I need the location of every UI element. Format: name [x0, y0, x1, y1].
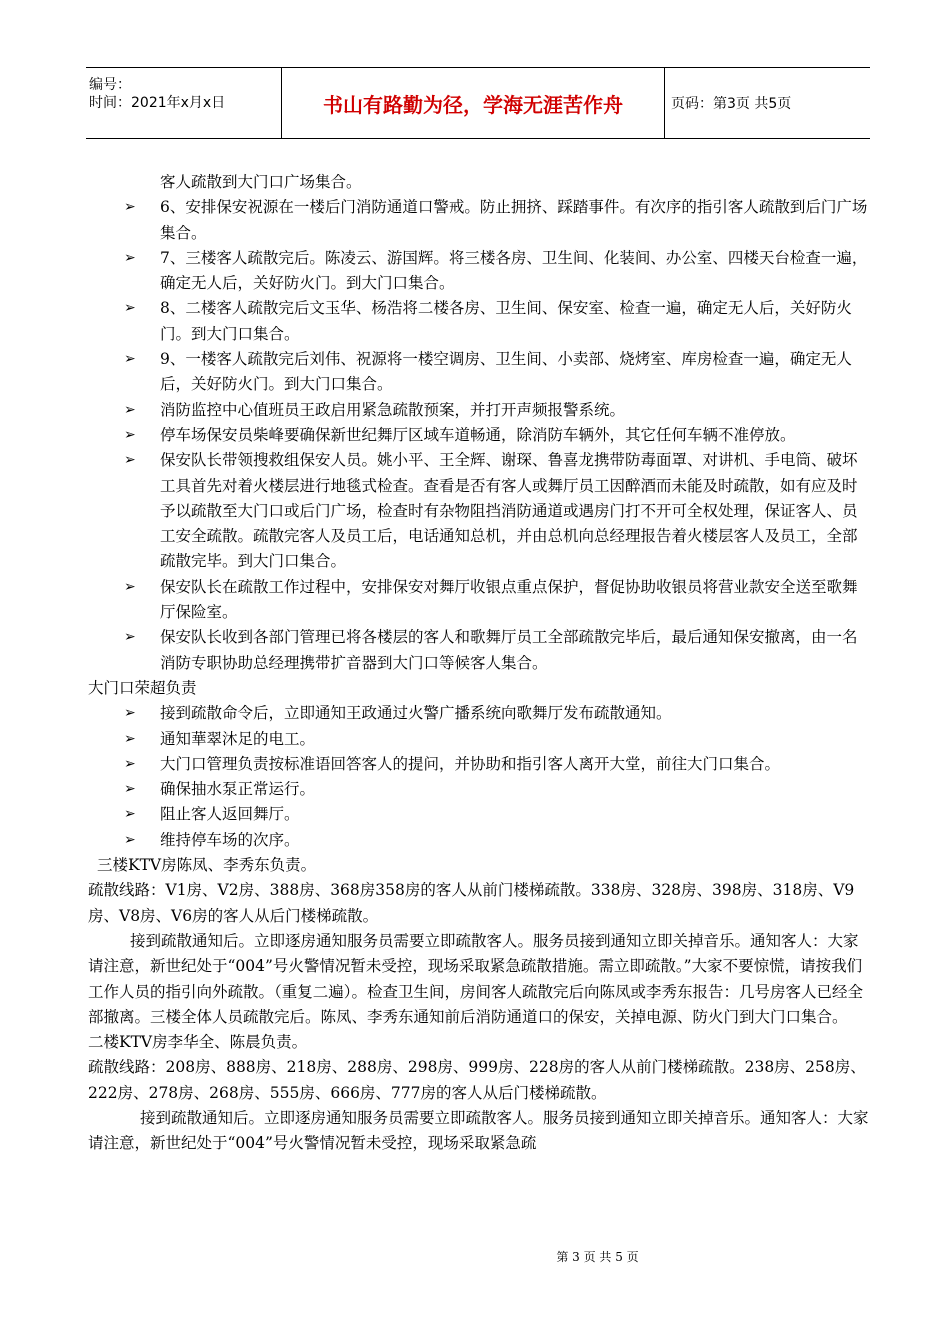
- page-footer: [0, 1248, 950, 1265]
- bullet-item: ➢ 9、一楼客人疏散完后刘伟、祝源将一楼空调房、卫生间、小卖部、烧烤室、库房检查一遍，确定无人后，关好防火门。到大门口集合。: [88, 347, 870, 398]
- section-heading: 大门口荣超负责: [88, 678, 197, 697]
- bullet-item: ➢ 6、安排保安祝源在一楼后门消防通道口警戒。防止拥挤、踩踏事件。有次序的指引客人疏散到后门广场集合。: [88, 195, 870, 246]
- bullet-item: ➢ 接到疏散命令后，立即通知王政通过火警广播系统向歌舞厅发布疏散通知。: [88, 701, 870, 726]
- bullet-item: ➢ 阻止客人返回舞厅。: [88, 802, 870, 827]
- bullet-item: ➢ 通知華翠沐足的电工。: [88, 727, 870, 752]
- paragraph: 接到疏散通知后。立即逐房通知服务员需要立即疏散客人。服务员接到通知立即关掉音乐。通知客人：大家请注意，新世纪处于“004”号火警情况暂未受控，现场采取紧急疏散措施。需立即疏散。”大家不要惊慌，请按我们工作人员的指引向外疏散。（重复二遍）。检查卫生间，房间客人疏散完后向陈凤或李秀东报告：几号房客人已经全部撤离。三楼全体人员疏散完后。陈凤、李秀东通知前后消防通道口的保安，关掉电源、防火门到大门口集合。: [88, 931, 864, 1026]
- header-left-cell: [86, 68, 282, 138]
- document-number-label: 编号：: [89, 77, 131, 93]
- bullet-item: ➢ 保安队长收到各部门管理已将各楼层的客人和歌舞厅员工全部疏散完毕后，最后通知保安撤离，由一名消防专职协助总经理携带扩音器到大门口等候客人集合。: [88, 625, 870, 676]
- paragraph: 接到疏散通知后。立即逐房通知服务员需要立即疏散客人。服务员接到通知立即关掉音乐。通知客人：大家请注意，新世纪处于“004”号火警情况暂未受控，现场采取紧急疏: [88, 1108, 869, 1153]
- bullet-item: ➢ 维持停车场的次序。: [88, 828, 870, 853]
- bullet-item: ➢ 7、三楼客人疏散完后。陈凌云、游国辉。将三楼各房、卫生间、化装间、办公室、四楼天台检查一遍，确定无人后，关好防火门。到大门口集合。: [88, 246, 870, 297]
- bullet-item: ➢ 保安队长在疏散工作过程中，安排保安对舞厅收银点重点保护，督促协助收银员将营业款安全送至歌舞厅保险室。: [88, 575, 870, 626]
- bullet-item: ➢ 大门口管理负责按标准语回答客人的提问，并协助和指引客人离开大堂，前往大门口集合。: [88, 752, 870, 777]
- bullet-item: ➢ 停车场保安员柴峰要确保新世纪舞厅区域车道畅通，除消防车辆外，其它任何车辆不准停放。: [88, 423, 870, 448]
- header-motto: 书山有路勤为径，学海无涯苦作舟: [282, 68, 665, 138]
- paragraph: 疏散线路：V1房、V2房、388房、368房358房的客人从前门楼梯疏散。338房、328房、398房、318房、V9房、V8房、V6房的客人从后门楼梯疏散。: [88, 881, 855, 925]
- bullet-item: ➢ 保安队长带领搜救组保安人员。姚小平、王全辉、谢琛、鲁喜龙携带防毒面罩、对讲机、手电筒、破坏工具首先对着火楼层进行地毯式检查。查看是否有客人或舞厅员工因醉酒而未能及时疏散，如有应及时予以疏散至大门口或后门广场，检查时有杂物阻挡消防通道或遇房门打不开可全权处理，保证客人、员工安全疏散。疏散完客人及员工后，电话通知总机，并由总机向总经理报告着火楼层客人及员工，全部疏散完毕。到大门口集合。: [88, 448, 870, 574]
- bullet-item: ➢ 确保抽水泵正常运行。: [88, 777, 870, 802]
- bullet-item: ➢ 消防监控中心值班员王政启用紧急疏散预案，并打开声频报警系统。: [88, 398, 870, 423]
- page-header: [86, 67, 870, 139]
- header-page-info: 页码：第3页 共5页: [671, 96, 792, 112]
- bullet-item: ➢ 8、二楼客人疏散完后文玉华、杨浩将二楼各房、卫生间、保安室、检查一遍，确定无人后，关好防火门。到大门口集合。: [88, 296, 870, 347]
- paragraph: 客人疏散到大门口广场集合。: [160, 173, 362, 191]
- paragraph: 疏散线路：208房、888房、218房、288房、298房、999房、228房的客人从前门楼梯疏散。238房、258房、222房、278房、268房、555房、666房、777房的客人从后门楼梯疏散。: [88, 1058, 866, 1102]
- document-time-label: 时间：2021年x月x日: [89, 95, 226, 111]
- paragraph: 二楼KTV房李华全、陈晨负责。: [88, 1033, 308, 1052]
- document-body: [88, 170, 870, 1157]
- section-heading: 三楼KTV房陈凤、李秀东负责。: [97, 856, 317, 875]
- footer-page-number: 第 3 页 共 5 页: [556, 1250, 639, 1264]
